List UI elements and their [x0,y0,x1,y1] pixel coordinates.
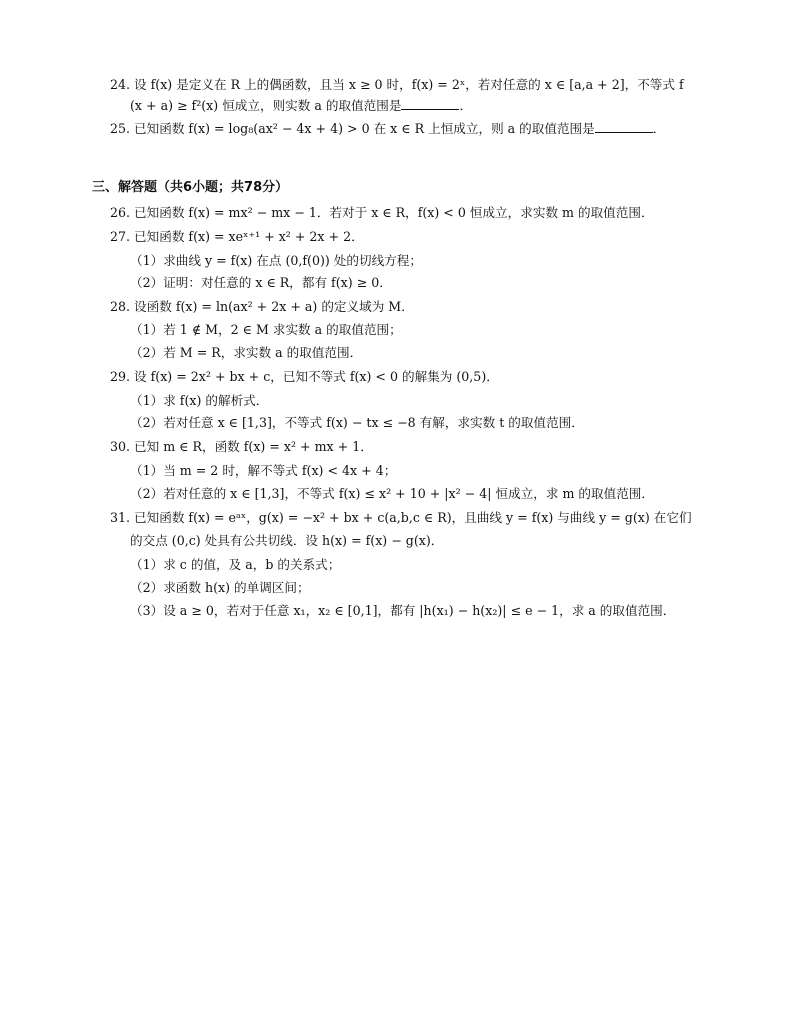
q26-line1: 26. 已知函数 f(x) = mx² − mx − 1．若对于 x ∈ R，f(x) < 0 恒成立，求实数 m 的取值范围． [110,205,654,220]
section-title: 三、解答题（共6小题；共78分） [92,180,289,195]
q24-line1: 24. 设 f(x) 是定义在 R 上的偶函数，且当 x ≥ 0 时，f(x) = 2ˣ，若对任意的 x ∈ [a,a + 2]，不等式 f [110,77,684,92]
q27-part1: （1）求曲线 y = f(x) 在点 (0,f(0)) 处的切线方程； [130,253,422,268]
q24-line2 [130,97,472,115]
answer-blank [595,120,653,133]
q25-text: 25. 已知函数 f(x) = log₈(ax² − 4x + 4) > 0 在 x ∈ R 上恒成立，则 a 的取值范围是 [110,121,595,136]
q28-part1: （1）若 1 ∉ M，2 ∈ M 求实数 a 的取值范围； [130,322,402,337]
q31-line1: 31. 已知函数 f(x) = eᵃˣ，g(x) = −x² + bx + c(a,b,c ∈ R)，且曲线 y = f(x) 与曲线 y = g(x) 在它们 [110,510,692,525]
q30-line1: 30. 已知 m ∈ R，函数 f(x) = x² + mx + 1． [110,439,373,454]
q27-line1: 27. 已知函数 f(x) = xeˣ⁺¹ + x² + 2x + 2． [110,229,364,244]
q31-line2: 的交点 (0,c) 处具有公共切线．设 h(x) = f(x) − g(x)． [130,533,444,548]
q25-end: ． [652,121,666,136]
q24-line2-end: ． [459,98,473,113]
answer-blank [401,97,459,110]
q24-line2-text: (x + a) ≥ f²(x) 恒成立，则实数 a 的取值范围是 [130,98,402,113]
q31-part2: （2）求函数 h(x) 的单调区间； [130,580,310,595]
q28-part2: （2）若 M = R，求实数 a 的取值范围． [130,345,363,360]
q29-part1: （1）求 f(x) 的解析式． [130,393,269,408]
q31-part3: （3）设 a ≥ 0，若对于任意 x₁，x₂ ∈ [0,1]，都有 |h(x₁) − h(x₂)| ≤ e − 1，求 a 的取值范围． [130,603,676,618]
q31-part1: （1）求 c 的值，及 a，b 的关系式； [130,557,341,572]
q27-part2: （2）证明：对任意的 x ∈ R，都有 f(x) ≥ 0． [130,275,392,290]
q30-part2: （2）若对任意的 x ∈ [1,3]，不等式 f(x) ≤ x² + 10 + |x² − 4| 恒成立，求 m 的取值范围． [130,486,654,501]
q28-line1: 28. 设函数 f(x) = ln(ax² + 2x + a) 的定义域为 M． [110,299,414,314]
q29-line1: 29. 设 f(x) = 2x² + bx + c，已知不等式 f(x) < 0 的解集为 (0,5)． [110,369,499,384]
q25-line1 [110,120,665,138]
q29-part2: （2）若对任意 x ∈ [1,3]，不等式 f(x) − tx ≤ −8 有解，求实数 t 的取值范围． [130,415,584,430]
q30-part1: （1）当 m = 2 时，解不等式 f(x) < 4x + 4； [130,463,397,478]
